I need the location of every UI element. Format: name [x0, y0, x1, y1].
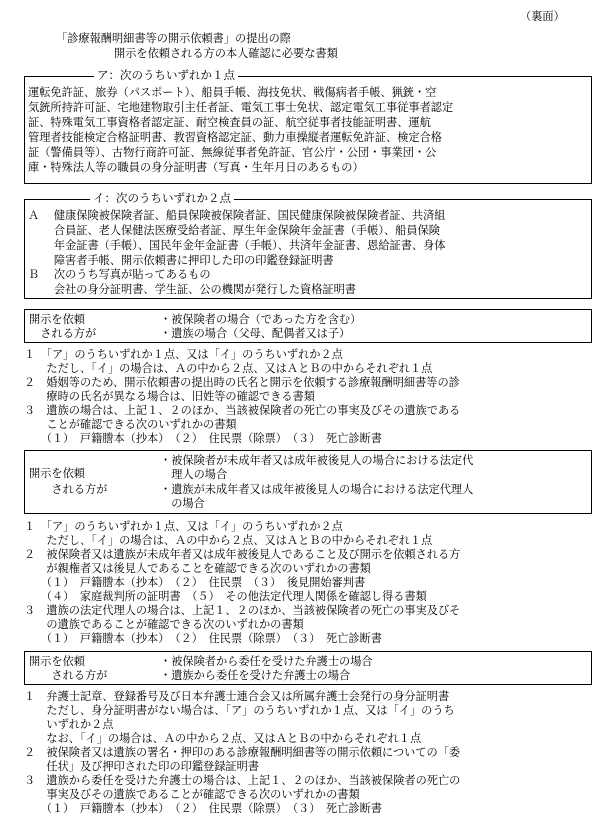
- case1-note: １ 「ア」のうちいずれか１点、又は「イ」のうちいずれか２点: [24, 348, 343, 361]
- section-a-line: 管理者技能検定合格証明書、教習資格認定証、動力車操縦者運転免許証、検定合格: [28, 131, 442, 144]
- section-b-line: 障害者手帳、開示依頼書に押印した印の印鑑登録証明書: [28, 254, 334, 267]
- section-a-line: 運転免許証、旅券（パスポート）、船員手帳、海技免状、戦傷病者手帳、猟銃・空: [28, 86, 437, 99]
- section-b-line: Ｂ 次のうち写真が貼ってあるもの: [28, 268, 211, 281]
- case2-option: 理人の場合: [160, 468, 228, 481]
- section-a-line: 気銃所持許可証、宅地建物取引主任者証、電気工事士免状、認定電気工事従事者認定: [28, 101, 454, 114]
- case3-note: なお、「イ」の場合は、Ａの中から２点、又はＡとＢの中からそれぞれ１点: [24, 732, 422, 745]
- case3-note: 事実及びその遺族であることが確認できる次のいずれかの書類: [24, 788, 360, 801]
- case3-note: いずれか２点: [24, 718, 114, 731]
- case2-note: １ 「ア」のうちいずれか１点、又は「イ」のうちいずれか２点: [24, 520, 343, 533]
- case2-note: ３ 遺族の法定代理人の場合は、上記１、２のほか、当該被保険者の死亡の事実及びそ: [24, 604, 461, 617]
- case1-note: 療時の氏名が異なる場合は、旧姓等の確認できる書類: [24, 390, 315, 403]
- title-line-2: 開示を依頼される方の本人確認に必要な書類: [114, 47, 338, 60]
- section-a-line: 証、特殊電気工事資格者認定証、耐空検査員の証、航空従事者技能証明書、運航: [28, 116, 431, 129]
- section-b-line: 合員証、老人保健法医療受給者証、厚生年金保険年金証書（手帳）、船員保険: [28, 224, 440, 237]
- reverse-side-label: （裏面）: [520, 10, 565, 23]
- case1-note: ２ 婚姻等のため、開示依頼書の提出時の氏名と開示を依頼する診療報酬明細書等の診: [24, 376, 460, 389]
- case2-option: の場合: [160, 497, 205, 510]
- section-b-line: Ａ 健康保険被保険者証、船員保険被保険者証、国民健康保険被保険者証、共済組: [28, 209, 446, 222]
- case2-note: が親権者又は後見人であることを確認できる次のいずれかの書類: [24, 562, 371, 575]
- case1-note: ことが確認できる次のいずれかの書類: [24, 418, 237, 431]
- case1-option: ・被保険者の場合（であった方を含む）: [160, 313, 362, 326]
- section-a-legend: ア：次のうちいずれか１点: [94, 69, 238, 82]
- case3-note: ３ 遺族から委任を受けた弁護士の場合は、上記１、２のほか、当該被保険者の死亡の: [24, 774, 461, 787]
- case3-option: ・被保険者から委任を受けた弁護士の場合: [160, 655, 373, 668]
- case3-option: ・遺族から委任を受けた弁護士の場合: [160, 669, 351, 682]
- section-b-line: 会社の身分証明書、学生証、公の機関が発行した資格証明書: [28, 283, 356, 296]
- section-b-legend: イ：次のうちいずれか２点: [90, 192, 234, 205]
- case2-label: 開示を依頼: [29, 467, 85, 480]
- title-line-1: 「診療報酬明細書等の開示依頼書」の提出の際: [56, 32, 291, 45]
- case3-note: ただし、身分証明書がない場合は、「ア」のうちいずれか１点、又は「イ」のうち: [24, 704, 455, 717]
- case1-note: ３ 遺族の場合は、上記１、２のほか、当該被保険者の死亡の事実及びその遺族である: [24, 404, 461, 417]
- case1-note: （１） 戸籍謄本（抄本） （２） 住民票（除票） （３） 死亡診断書: [24, 432, 382, 445]
- case2-note: ２ 被保険者又は遺族が未成年者又は成年被後見人であること及び開示を依頼される方: [24, 548, 461, 561]
- case1-label: される方が: [29, 327, 97, 340]
- case1-note: ただし、「イ」の場合は、Ａの中から２点、又はＡとＢの中からそれぞれ１点: [24, 362, 433, 375]
- case3-note: （１） 戸籍謄本（抄本） （２） 住民票（除票） （３） 死亡診断書: [24, 802, 382, 815]
- section-b-line: 年金証書（手帳）、国民年金年金証書（手帳）、共済年金証書、恩給証書、身体: [28, 239, 446, 252]
- case3-note: 任状」及び押印された印の印鑑登録証明書: [24, 760, 259, 773]
- case2-note: ただし、「イ」の場合は、Ａの中から２点、又はＡとＢの中からそれぞれ１点: [24, 534, 433, 547]
- case3-label: 開示を依頼: [29, 655, 85, 668]
- case3-note: ２ 被保険者又は遺族の署名・押印のある診療報酬明細書等の開示依頼についての「委: [24, 746, 461, 759]
- case2-note: （４） 家庭裁判所の証明書 （５） その他法定代理人関係を確認し得る書類: [24, 590, 427, 603]
- case2-label: される方が: [29, 483, 108, 496]
- case2-note: （１） 戸籍謄本（抄本） （２） 住民票（除票） （３） 死亡診断書: [24, 632, 382, 645]
- case2-note: （１） 戸籍謄本（抄本） （２） 住民票 （３） 後見開始審判書: [24, 576, 366, 589]
- case3-note: １ 弁護士記章、登録番号及び日本弁護士連合会又は所属弁護士会発行の身分証明書: [24, 690, 450, 703]
- section-a-line: 証（警備員等）、古物行商許可証、無線従事者免許証、官公庁・公団・事業団・公: [28, 146, 437, 159]
- case1-label: 開示を依頼: [29, 313, 85, 326]
- section-a-line: 庫・特殊法人等の職員の身分証明書（写真・生年月日のあるもの）: [28, 161, 364, 174]
- case2-option: ・被保険者が未成年者又は成年被後見人の場合における法定代: [160, 454, 474, 467]
- case3-label: される方が: [29, 669, 108, 682]
- case2-note: の遺族であることが確認できる次のいずれかの書類: [24, 618, 304, 631]
- case2-option: ・遺族が未成年者又は成年被後見人の場合における法定代理人: [160, 483, 474, 496]
- case1-option: ・遺族の場合（父母、配偶者又は子）: [160, 327, 351, 340]
